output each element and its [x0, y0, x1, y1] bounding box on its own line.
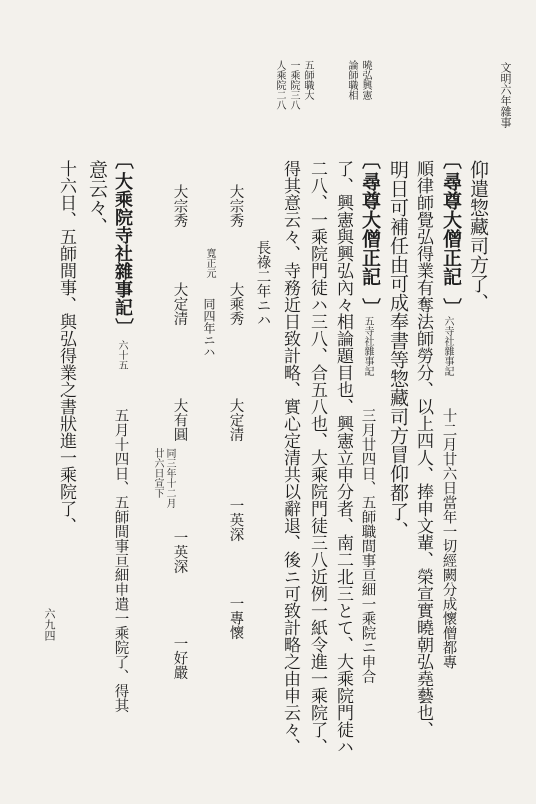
source-note: 六十五	[116, 340, 127, 370]
text-line: 二八、一乘院門徒ハ三八、合五八也、大乘院門徒三八近例一紙令進一乘院了、	[307, 160, 327, 755]
small-note: 寬正元	[204, 248, 215, 278]
text-line: 意云々、	[86, 160, 108, 236]
small-note: 廿六日宣下	[152, 448, 163, 498]
list-item: 一英深	[171, 530, 188, 574]
list-item: 大乘秀	[227, 282, 244, 326]
list-item: 一專懷	[227, 596, 244, 640]
text-line: 同四年ニハ	[202, 298, 216, 358]
bracket-close: 〕	[440, 298, 462, 317]
margin-note: 論師職相	[346, 60, 357, 100]
list-item: 一英深	[227, 498, 244, 542]
source-title: 大乘院寺社雜事記	[112, 172, 133, 316]
text-line: 五月十四日、五師間事亘細申遣一乘院了、得其	[112, 408, 129, 713]
text-line: 得其意云々、寺務近日致計略、實心定清共以辭退、後ニ可致計略之由申云々、	[280, 160, 300, 755]
list-item: 大有圓	[171, 398, 188, 442]
bracket-open: 〔	[359, 150, 381, 169]
margin-note: 曉弘興憲	[360, 60, 371, 100]
text-line: 了、興憲與興弘內々相論題目也、興憲立申分者、南二北三とて、大乘院門徒ハ	[333, 160, 353, 755]
text-line: 三月廿四日、五師職間事亘細一乘院ニ申合	[359, 408, 376, 684]
source-title: 尋尊大僧正記	[359, 172, 381, 286]
list-item: 一好嚴	[171, 636, 188, 680]
bracket-close: 〕	[112, 318, 134, 337]
bracket-close: 〕	[359, 298, 381, 317]
source-note: 五寺社雜事記	[362, 316, 373, 376]
margin-note: 五師職大	[302, 60, 313, 100]
list-item: 大宗秀	[227, 184, 244, 228]
text-line: 順律師覺弘得業有奪法師勞分、以上四人、捧申文輩、榮宣實曉朝弘堯藝也、	[413, 160, 433, 738]
text-line: 十二月廿六日當年一切經闕分成懷僧都專	[440, 408, 457, 669]
text-line: 十六日、五師間事、與弘得業之書狀進一乘院了、	[56, 160, 76, 534]
bracket-open: 〔	[112, 150, 134, 169]
text-line: 明日可補任由可成奉書等惣藏司方冒仰都了、	[387, 160, 409, 540]
margin-note: 人乘院二八	[274, 60, 285, 110]
list-item: 大定清	[227, 398, 244, 442]
text-line: 仰遣惣藏司方了、	[467, 160, 489, 312]
margin-note: 一乘院三八	[288, 60, 299, 110]
bracket-open: 〔	[440, 150, 462, 169]
source-note: 六寺社雜事記	[442, 316, 453, 376]
list-item: 大宗秀	[171, 184, 188, 228]
page-number: 六九四	[43, 608, 56, 641]
list-item: 大定清	[171, 282, 188, 326]
running-title: 文明六年雜事	[499, 62, 512, 128]
source-title: 尋尊大僧正記	[440, 172, 462, 286]
small-note: 同三年十二月	[164, 448, 175, 508]
text-line: 長祿二年ニハ	[254, 240, 271, 327]
